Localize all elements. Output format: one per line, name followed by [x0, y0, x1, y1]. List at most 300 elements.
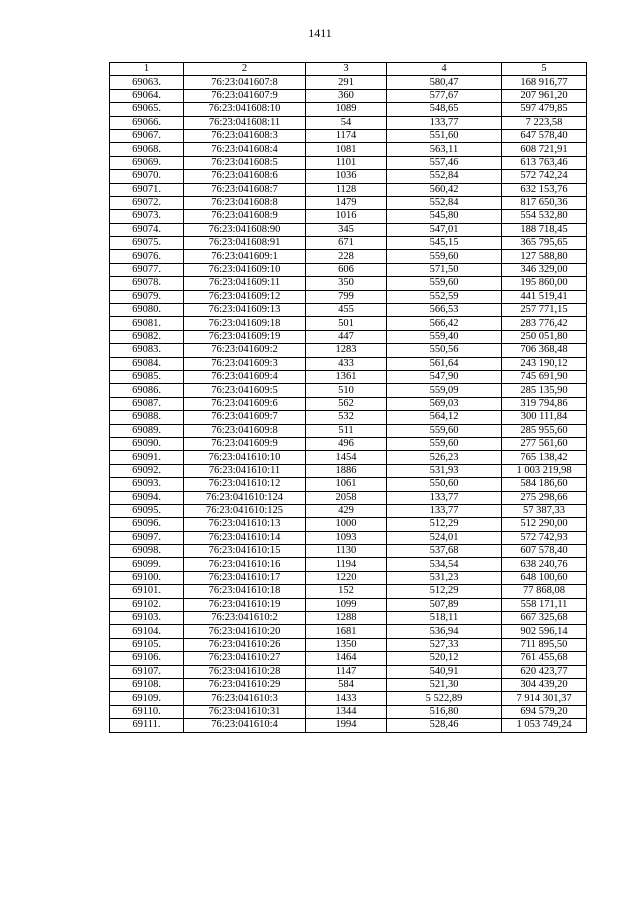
column-header: 1: [110, 63, 184, 76]
area-cell: 1081: [306, 143, 387, 156]
table-row: [110, 223, 587, 236]
table-header-row: [110, 63, 587, 76]
cadastral-value-cell: 188 718,45: [502, 223, 587, 236]
cadastral-value-cell: 761 455,68: [502, 652, 587, 665]
specific-value-cell: 564,12: [387, 411, 502, 424]
specific-value-cell: 566,53: [387, 304, 502, 317]
row-number-cell: 69071.: [110, 183, 184, 196]
cadastral-value-cell: 765 138,42: [502, 451, 587, 464]
table-row: [110, 76, 587, 89]
cadastral-number-cell: 76:23:041610:29: [184, 678, 306, 691]
area-cell: 1099: [306, 598, 387, 611]
table-row: [110, 143, 587, 156]
area-cell: 496: [306, 437, 387, 450]
area-cell: 1130: [306, 545, 387, 558]
specific-value-cell: 526,23: [387, 451, 502, 464]
table-row: [110, 558, 587, 571]
table-row: [110, 357, 587, 370]
area-cell: 1016: [306, 210, 387, 223]
specific-value-cell: 547,01: [387, 223, 502, 236]
cadastral-value-cell: 558 171,11: [502, 598, 587, 611]
row-number-cell: 69080.: [110, 304, 184, 317]
area-cell: 350: [306, 277, 387, 290]
table-row: [110, 411, 587, 424]
specific-value-cell: 560,42: [387, 183, 502, 196]
area-cell: 1220: [306, 571, 387, 584]
area-cell: 1886: [306, 464, 387, 477]
cadastral-value-cell: 304 439,20: [502, 678, 587, 691]
table-row: [110, 705, 587, 718]
area-cell: 1361: [306, 370, 387, 383]
table-row: [110, 304, 587, 317]
table-row: [110, 330, 587, 343]
cadastral-number-cell: 76:23:041608:5: [184, 156, 306, 169]
table-row: [110, 531, 587, 544]
cadastral-number-cell: 76:23:041609:2: [184, 344, 306, 357]
cadastral-value-cell: 250 051,80: [502, 330, 587, 343]
table-row: [110, 585, 587, 598]
area-cell: 510: [306, 384, 387, 397]
table-row: [110, 692, 587, 705]
specific-value-cell: 507,89: [387, 598, 502, 611]
row-number-cell: 69107.: [110, 665, 184, 678]
row-number-cell: 69091.: [110, 451, 184, 464]
specific-value-cell: 550,56: [387, 344, 502, 357]
row-number-cell: 69072.: [110, 196, 184, 209]
area-cell: 1288: [306, 612, 387, 625]
area-cell: 455: [306, 304, 387, 317]
cadastral-number-cell: 76:23:041610:26: [184, 638, 306, 651]
specific-value-cell: 133,77: [387, 504, 502, 517]
specific-value-cell: 559,60: [387, 277, 502, 290]
row-number-cell: 69081.: [110, 317, 184, 330]
cadastral-number-cell: 76:23:041609:1: [184, 250, 306, 263]
area-cell: 1464: [306, 652, 387, 665]
table-row: [110, 518, 587, 531]
row-number-cell: 69111.: [110, 719, 184, 732]
area-cell: 1000: [306, 518, 387, 531]
row-number-cell: 69101.: [110, 585, 184, 598]
table-row: [110, 250, 587, 263]
row-number-cell: 69077.: [110, 263, 184, 276]
table-row: [110, 344, 587, 357]
area-cell: 1433: [306, 692, 387, 705]
cadastral-number-cell: 76:23:041608:90: [184, 223, 306, 236]
table-row: [110, 116, 587, 129]
table-row: [110, 638, 587, 651]
row-number-cell: 69098.: [110, 545, 184, 558]
cadastral-value-cell: 57 387,33: [502, 504, 587, 517]
specific-value-cell: 550,60: [387, 478, 502, 491]
specific-value-cell: 563,11: [387, 143, 502, 156]
cadastral-value-cell: 613 763,46: [502, 156, 587, 169]
specific-value-cell: 524,01: [387, 531, 502, 544]
row-number-cell: 69086.: [110, 384, 184, 397]
specific-value-cell: 569,03: [387, 397, 502, 410]
table-row: [110, 129, 587, 142]
cadastral-number-cell: 76:23:041610:19: [184, 598, 306, 611]
specific-value-cell: 512,29: [387, 518, 502, 531]
cadastral-value-cell: 647 578,40: [502, 129, 587, 142]
row-number-cell: 69085.: [110, 370, 184, 383]
column-header: 4: [387, 63, 502, 76]
specific-value-cell: 548,65: [387, 103, 502, 116]
cadastral-number-cell: 76:23:041608:10: [184, 103, 306, 116]
cadastral-value-cell: 319 794,86: [502, 397, 587, 410]
row-number-cell: 69095.: [110, 504, 184, 517]
row-number-cell: 69076.: [110, 250, 184, 263]
table-row: [110, 437, 587, 450]
area-cell: 1344: [306, 705, 387, 718]
area-cell: 1036: [306, 170, 387, 183]
cadastral-value-cell: 7 914 301,37: [502, 692, 587, 705]
table-row: [110, 464, 587, 477]
cadastral-value-cell: 607 578,40: [502, 545, 587, 558]
cadastral-value-cell: 512 290,00: [502, 518, 587, 531]
cadastral-number-cell: 76:23:041609:5: [184, 384, 306, 397]
specific-value-cell: 534,54: [387, 558, 502, 571]
row-number-cell: 69079.: [110, 290, 184, 303]
row-number-cell: 69075.: [110, 237, 184, 250]
cadastral-value-table: [109, 62, 587, 733]
cadastral-value-cell: 243 190,12: [502, 357, 587, 370]
area-cell: 1479: [306, 196, 387, 209]
specific-value-cell: 559,60: [387, 424, 502, 437]
specific-value-cell: 552,59: [387, 290, 502, 303]
specific-value-cell: 545,80: [387, 210, 502, 223]
row-number-cell: 69068.: [110, 143, 184, 156]
specific-value-cell: 5 522,89: [387, 692, 502, 705]
row-number-cell: 69078.: [110, 277, 184, 290]
cadastral-number-cell: 76:23:041610:124: [184, 491, 306, 504]
specific-value-cell: 561,64: [387, 357, 502, 370]
area-cell: 1194: [306, 558, 387, 571]
cadastral-number-cell: 76:23:041608:7: [184, 183, 306, 196]
cadastral-value-cell: 608 721,91: [502, 143, 587, 156]
cadastral-value-cell: 7 223,58: [502, 116, 587, 129]
cadastral-number-cell: 76:23:041607:8: [184, 76, 306, 89]
specific-value-cell: 552,84: [387, 170, 502, 183]
table-row: [110, 678, 587, 691]
area-cell: 429: [306, 504, 387, 517]
cadastral-number-cell: 76:23:041609:19: [184, 330, 306, 343]
cadastral-value-cell: 257 771,15: [502, 304, 587, 317]
specific-value-cell: 577,67: [387, 89, 502, 102]
row-number-cell: 69067.: [110, 129, 184, 142]
area-cell: 1128: [306, 183, 387, 196]
specific-value-cell: 540,91: [387, 665, 502, 678]
cadastral-number-cell: 76:23:041610:28: [184, 665, 306, 678]
specific-value-cell: 531,23: [387, 571, 502, 584]
table-row: [110, 210, 587, 223]
table-row: [110, 451, 587, 464]
row-number-cell: 69109.: [110, 692, 184, 705]
cadastral-value-cell: 1 003 219,98: [502, 464, 587, 477]
cadastral-number-cell: 76:23:041610:18: [184, 585, 306, 598]
specific-value-cell: 528,46: [387, 719, 502, 732]
area-cell: 1174: [306, 129, 387, 142]
cadastral-number-cell: 76:23:041610:27: [184, 652, 306, 665]
cadastral-number-cell: 76:23:041608:4: [184, 143, 306, 156]
row-number-cell: 69065.: [110, 103, 184, 116]
cadastral-value-cell: 127 588,80: [502, 250, 587, 263]
area-cell: 228: [306, 250, 387, 263]
specific-value-cell: 559,60: [387, 437, 502, 450]
cadastral-number-cell: 76:23:041609:10: [184, 263, 306, 276]
table-row: [110, 384, 587, 397]
table-row: [110, 183, 587, 196]
cadastral-number-cell: 76:23:041610:3: [184, 692, 306, 705]
area-cell: 799: [306, 290, 387, 303]
specific-value-cell: 536,94: [387, 625, 502, 638]
table-row: [110, 665, 587, 678]
row-number-cell: 69094.: [110, 491, 184, 504]
specific-value-cell: 545,15: [387, 237, 502, 250]
cadastral-value-cell: 632 153,76: [502, 183, 587, 196]
area-cell: 532: [306, 411, 387, 424]
cadastral-value-cell: 706 368,48: [502, 344, 587, 357]
area-cell: 447: [306, 330, 387, 343]
cadastral-number-cell: 76:23:041609:3: [184, 357, 306, 370]
area-cell: 2058: [306, 491, 387, 504]
cadastral-value-cell: 300 111,84: [502, 411, 587, 424]
cadastral-number-cell: 76:23:041607:9: [184, 89, 306, 102]
cadastral-number-cell: 76:23:041610:4: [184, 719, 306, 732]
row-number-cell: 69099.: [110, 558, 184, 571]
row-number-cell: 69089.: [110, 424, 184, 437]
cadastral-value-cell: 817 650,36: [502, 196, 587, 209]
table-row: [110, 156, 587, 169]
table-row: [110, 424, 587, 437]
cadastral-value-cell: 275 298,66: [502, 491, 587, 504]
specific-value-cell: 521,30: [387, 678, 502, 691]
cadastral-number-cell: 76:23:041609:6: [184, 397, 306, 410]
cadastral-value-cell: 667 325,68: [502, 612, 587, 625]
area-cell: 671: [306, 237, 387, 250]
row-number-cell: 69100.: [110, 571, 184, 584]
cadastral-value-cell: 277 561,60: [502, 437, 587, 450]
cadastral-value-cell: 283 776,42: [502, 317, 587, 330]
row-number-cell: 69105.: [110, 638, 184, 651]
cadastral-value-cell: 745 691,90: [502, 370, 587, 383]
cadastral-number-cell: 76:23:041609:7: [184, 411, 306, 424]
table-row: [110, 719, 587, 732]
table-row: [110, 491, 587, 504]
table-row: [110, 598, 587, 611]
table-row: [110, 397, 587, 410]
table-row: [110, 277, 587, 290]
table-row: [110, 370, 587, 383]
cadastral-number-cell: 76:23:041608:11: [184, 116, 306, 129]
area-cell: 1093: [306, 531, 387, 544]
specific-value-cell: 516,80: [387, 705, 502, 718]
area-cell: 152: [306, 585, 387, 598]
table-row: [110, 263, 587, 276]
row-number-cell: 69092.: [110, 464, 184, 477]
row-number-cell: 69070.: [110, 170, 184, 183]
cadastral-number-cell: 76:23:041610:13: [184, 518, 306, 531]
cadastral-number-cell: 76:23:041609:13: [184, 304, 306, 317]
table-row: [110, 612, 587, 625]
cadastral-number-cell: 76:23:041609:18: [184, 317, 306, 330]
table-row: [110, 625, 587, 638]
cadastral-number-cell: 76:23:041610:2: [184, 612, 306, 625]
cadastral-number-cell: 76:23:041609:12: [184, 290, 306, 303]
cadastral-number-cell: 76:23:041610:12: [184, 478, 306, 491]
cadastral-number-cell: 76:23:041610:31: [184, 705, 306, 718]
area-cell: 433: [306, 357, 387, 370]
table-row: [110, 290, 587, 303]
area-cell: 360: [306, 89, 387, 102]
cadastral-number-cell: 76:23:041608:8: [184, 196, 306, 209]
page-number: 1411: [308, 26, 332, 40]
cadastral-value-cell: 554 532,80: [502, 210, 587, 223]
cadastral-value-cell: 902 596,14: [502, 625, 587, 638]
row-number-cell: 69097.: [110, 531, 184, 544]
cadastral-value-cell: 195 860,00: [502, 277, 587, 290]
table-row: [110, 652, 587, 665]
row-number-cell: 69108.: [110, 678, 184, 691]
cadastral-value-cell: 77 868,08: [502, 585, 587, 598]
specific-value-cell: 551,60: [387, 129, 502, 142]
cadastral-number-cell: 76:23:041610:11: [184, 464, 306, 477]
specific-value-cell: 557,46: [387, 156, 502, 169]
cadastral-value-cell: 207 961,20: [502, 89, 587, 102]
area-cell: 1147: [306, 665, 387, 678]
column-header: 2: [184, 63, 306, 76]
area-cell: 1101: [306, 156, 387, 169]
row-number-cell: 69064.: [110, 89, 184, 102]
row-number-cell: 69083.: [110, 344, 184, 357]
cadastral-number-cell: 76:23:041610:16: [184, 558, 306, 571]
cadastral-value-cell: 441 519,41: [502, 290, 587, 303]
row-number-cell: 69110.: [110, 705, 184, 718]
specific-value-cell: 580,47: [387, 76, 502, 89]
table-row: [110, 237, 587, 250]
area-cell: 1454: [306, 451, 387, 464]
table-row: [110, 89, 587, 102]
specific-value-cell: 559,60: [387, 250, 502, 263]
area-cell: 1681: [306, 625, 387, 638]
specific-value-cell: 520,12: [387, 652, 502, 665]
cadastral-number-cell: 76:23:041608:6: [184, 170, 306, 183]
cadastral-number-cell: 76:23:041610:14: [184, 531, 306, 544]
row-number-cell: 69096.: [110, 518, 184, 531]
area-cell: 606: [306, 263, 387, 276]
table-row: [110, 504, 587, 517]
cadastral-number-cell: 76:23:041609:4: [184, 370, 306, 383]
row-number-cell: 69069.: [110, 156, 184, 169]
area-cell: 291: [306, 76, 387, 89]
cadastral-number-cell: 76:23:041610:17: [184, 571, 306, 584]
area-cell: 1283: [306, 344, 387, 357]
cadastral-value-cell: 620 423,77: [502, 665, 587, 678]
cadastral-number-cell: 76:23:041608:9: [184, 210, 306, 223]
cadastral-number-cell: 76:23:041608:3: [184, 129, 306, 142]
cadastral-number-cell: 76:23:041610:125: [184, 504, 306, 517]
table-row: [110, 317, 587, 330]
cadastral-number-cell: 76:23:041610:10: [184, 451, 306, 464]
cadastral-value-cell: 597 479,85: [502, 103, 587, 116]
area-cell: 511: [306, 424, 387, 437]
row-number-cell: 69073.: [110, 210, 184, 223]
specific-value-cell: 537,68: [387, 545, 502, 558]
cadastral-number-cell: 76:23:041609:11: [184, 277, 306, 290]
area-cell: 1994: [306, 719, 387, 732]
table-body: [110, 76, 587, 732]
specific-value-cell: 547,90: [387, 370, 502, 383]
area-cell: 584: [306, 678, 387, 691]
table-row: [110, 545, 587, 558]
cadastral-value-cell: 711 895,50: [502, 638, 587, 651]
row-number-cell: 69063.: [110, 76, 184, 89]
cadastral-number-cell: 76:23:041609:9: [184, 437, 306, 450]
table-row: [110, 196, 587, 209]
row-number-cell: 69066.: [110, 116, 184, 129]
specific-value-cell: 518,11: [387, 612, 502, 625]
specific-value-cell: 527,33: [387, 638, 502, 651]
row-number-cell: 69084.: [110, 357, 184, 370]
specific-value-cell: 512,29: [387, 585, 502, 598]
table-row: [110, 103, 587, 116]
cadastral-number-cell: 76:23:041610:20: [184, 625, 306, 638]
area-cell: 1350: [306, 638, 387, 651]
cadastral-number-cell: 76:23:041608:91: [184, 237, 306, 250]
row-number-cell: 69093.: [110, 478, 184, 491]
specific-value-cell: 559,40: [387, 330, 502, 343]
row-number-cell: 69087.: [110, 397, 184, 410]
cadastral-value-cell: 648 100,60: [502, 571, 587, 584]
cadastral-value-cell: 365 795,65: [502, 237, 587, 250]
specific-value-cell: 133,77: [387, 116, 502, 129]
table-row: [110, 571, 587, 584]
row-number-cell: 69088.: [110, 411, 184, 424]
cadastral-value-cell: 584 186,60: [502, 478, 587, 491]
cadastral-value-cell: 572 742,24: [502, 170, 587, 183]
area-cell: 54: [306, 116, 387, 129]
area-cell: 562: [306, 397, 387, 410]
row-number-cell: 69106.: [110, 652, 184, 665]
cadastral-value-cell: 285 955,60: [502, 424, 587, 437]
area-cell: 1061: [306, 478, 387, 491]
column-header: 3: [306, 63, 387, 76]
table-row: [110, 170, 587, 183]
specific-value-cell: 531,93: [387, 464, 502, 477]
cadastral-value-cell: 285 135,90: [502, 384, 587, 397]
table-row: [110, 478, 587, 491]
specific-value-cell: 566,42: [387, 317, 502, 330]
cadastral-number-cell: 76:23:041609:8: [184, 424, 306, 437]
specific-value-cell: 133,77: [387, 491, 502, 504]
area-cell: 1089: [306, 103, 387, 116]
specific-value-cell: 559,09: [387, 384, 502, 397]
row-number-cell: 69090.: [110, 437, 184, 450]
row-number-cell: 69104.: [110, 625, 184, 638]
cadastral-value-cell: 168 916,77: [502, 76, 587, 89]
row-number-cell: 69103.: [110, 612, 184, 625]
area-cell: 501: [306, 317, 387, 330]
column-header: 5: [502, 63, 587, 76]
cadastral-value-cell: 572 742,93: [502, 531, 587, 544]
cadastral-value-cell: 694 579,20: [502, 705, 587, 718]
area-cell: 345: [306, 223, 387, 236]
cadastral-value-cell: 1 053 749,24: [502, 719, 587, 732]
cadastral-value-cell: 638 240,76: [502, 558, 587, 571]
cadastral-value-cell: 346 329,00: [502, 263, 587, 276]
specific-value-cell: 571,50: [387, 263, 502, 276]
row-number-cell: 69082.: [110, 330, 184, 343]
cadastral-number-cell: 76:23:041610:15: [184, 545, 306, 558]
